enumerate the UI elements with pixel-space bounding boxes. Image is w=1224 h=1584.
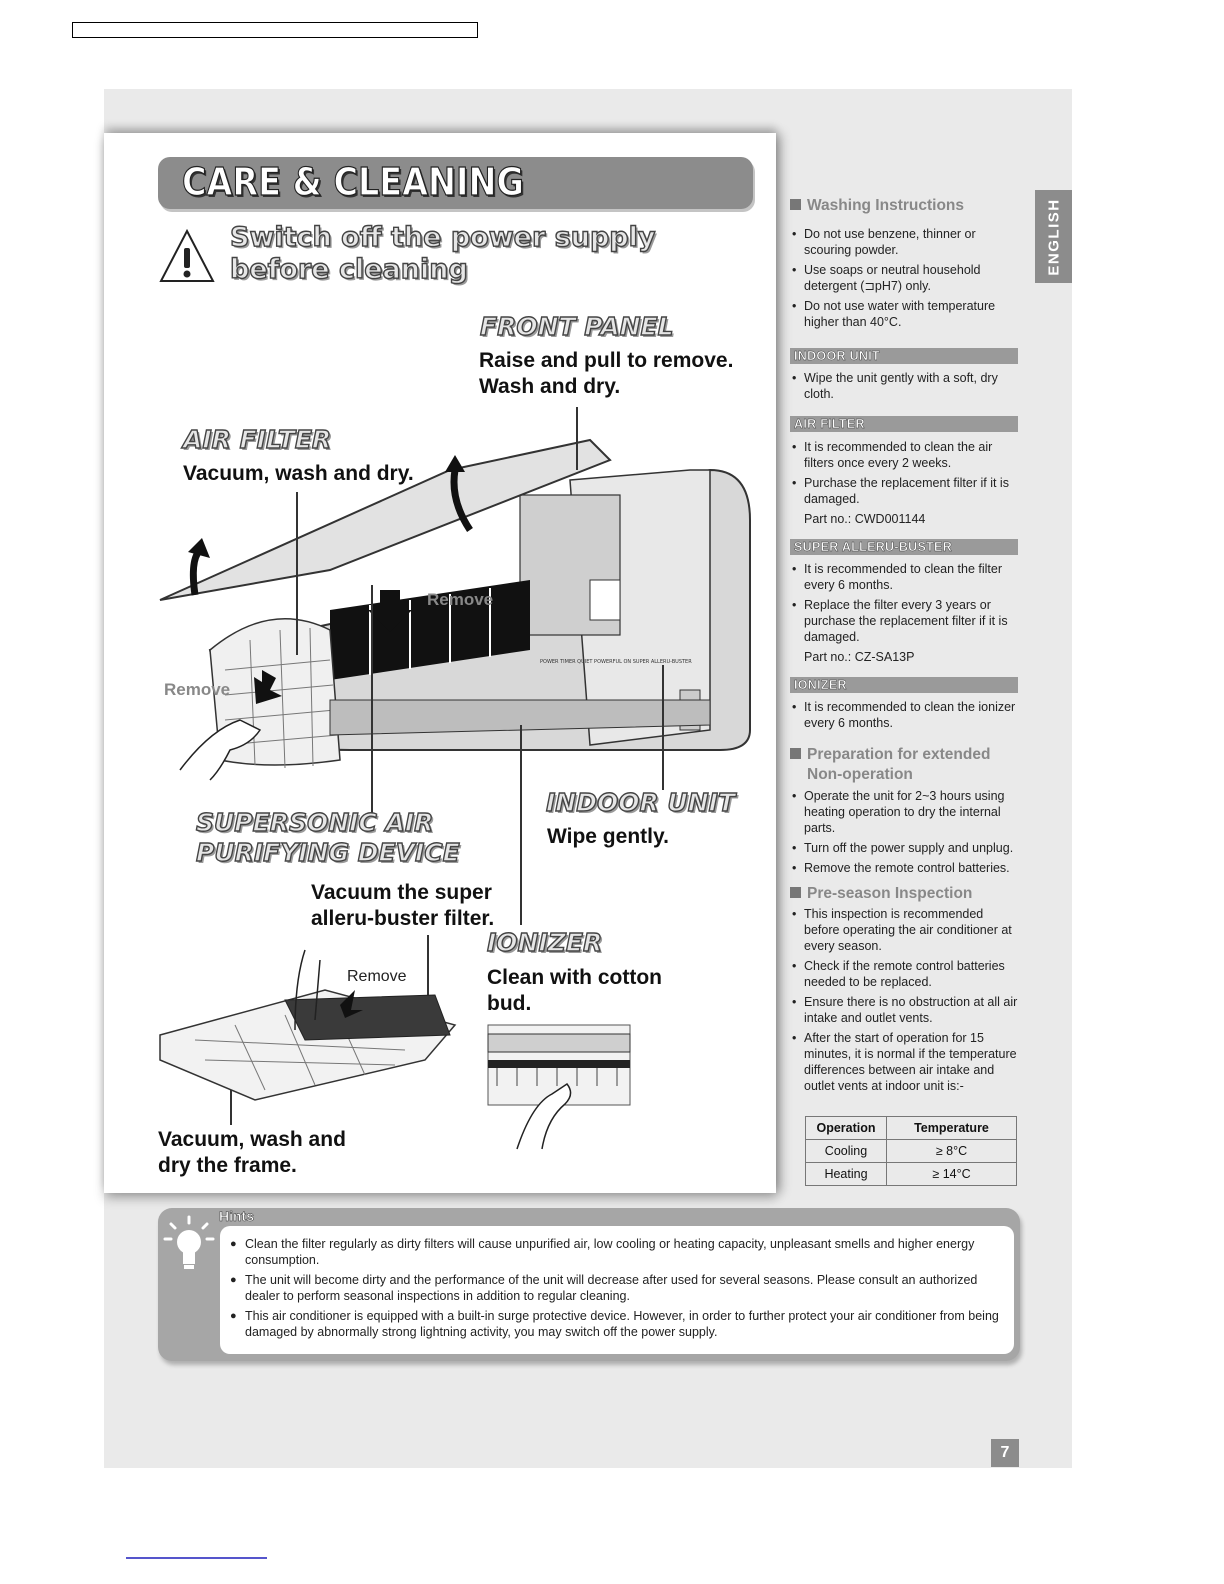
list-item: ● This air conditioner is equipped with a built-in surge protective device. However, in order to further protect your air conditioner from being damaged by abnormally strong lightning activity, you may switch off the power supply. (230, 1308, 1000, 1340)
supersonic-heading-2: PURIFYING DEVICE (196, 838, 460, 867)
ionizer-list (790, 699, 1020, 735)
table-row (806, 1140, 1017, 1163)
supersonic-text-2: alleru-buster filter. (311, 907, 495, 930)
control-panel-labels: POWER TIMER QUIET POWERFUL ON SUPER ALLERU-BUSTER (540, 659, 692, 665)
table-cell: Heating (806, 1163, 887, 1186)
section-square-icon (790, 199, 801, 210)
front-panel-heading: FRONT PANEL (480, 312, 674, 341)
page-number: 7 (991, 1439, 1019, 1467)
list-item: • This inspection is recommended before operating the air conditioner at every season. (790, 906, 1022, 954)
list-item: ● The unit will become dirty and the performance of the unit will decrease after used for several seasons. Please consult an authorized dealer to perform seasonal inspections in addition to regular cleaning. (230, 1272, 1000, 1304)
air-filter-heading: AIR FILTER (183, 425, 332, 454)
ionizer-text-1: Clean with cotton (487, 966, 662, 989)
front-panel-text-2: Wash and dry. (479, 375, 621, 398)
list-item: • Operate the unit for 2~3 hours using heating operation to dry the internal parts. (790, 788, 1026, 836)
hints-title: Hints (219, 1208, 254, 1224)
list-item: • Purchase the replacement filter if it is damaged. (790, 475, 1020, 507)
list-item: • It is recommended to clean the air filters once every 2 weeks. (790, 439, 1020, 471)
air-filter-bar: AIR FILTER (790, 416, 1018, 432)
list-item: • Check if the remote control batteries needed to be replaced. (790, 958, 1022, 990)
table-header: Operation (806, 1117, 887, 1140)
warning-line-2: before cleaning (230, 254, 468, 285)
hints-list (230, 1236, 1000, 1344)
list-item: • Ensure there is no obstruction at all air intake and outlet vents. (790, 994, 1022, 1026)
list-item: • Use soaps or neutral household detergent (⊐pH7) only. (790, 262, 1020, 294)
preparation-heading: Preparation for extended (790, 746, 990, 764)
list-item: • Do not use water with temperature higher than 40°C. (790, 298, 1020, 330)
supersonic-heading-1: SUPERSONIC AIR (196, 808, 434, 837)
washing-heading: Washing Instructions (790, 197, 964, 215)
list-item: • It is recommended to clean the ionizer every 6 months. (790, 699, 1020, 731)
table-cell: ≥ 8°C (887, 1140, 1017, 1163)
front-panel-text-1: Raise and pull to remove. (479, 349, 734, 372)
ionizer-cleaning-illustration (487, 1024, 632, 1152)
table-row (806, 1163, 1017, 1186)
table-cell: ≥ 14°C (887, 1163, 1017, 1186)
list-item: • Remove the remote control batteries. (790, 860, 1026, 876)
filter-frame-illustration (155, 940, 460, 1110)
frame-text-1: Vacuum, wash and (158, 1128, 346, 1151)
frame-text-2: dry the frame. (158, 1154, 297, 1177)
list-item: ● Clean the filter regularly as dirty filters will cause unpurified air, low cooling or heating capacity, unpleasant smells and higher energy consumption. (230, 1236, 1000, 1268)
washing-list (790, 226, 1020, 334)
super-alleru-bar: SUPER ALLERU-BUSTER (790, 539, 1018, 555)
indoor-unit-list (790, 370, 1020, 406)
lightbulb-icon (163, 1214, 215, 1272)
remove-label-frame: Remove (347, 968, 407, 985)
super-alleru-list (790, 561, 1020, 665)
table-cell: Cooling (806, 1140, 887, 1163)
section-square-icon (790, 748, 801, 759)
preparation-list (790, 788, 1026, 880)
super-alleru-part-no: Part no.: CZ-SA13P (804, 650, 915, 664)
list-item: • Do not use benzene, thinner or scouring powder. (790, 226, 1020, 258)
section-square-icon (790, 887, 801, 898)
ionizer-bar: IONIZER (790, 677, 1018, 693)
table-header: Temperature (887, 1117, 1017, 1140)
page-title: CARE & CLEANING (182, 160, 524, 204)
indoor-unit-heading: INDOOR UNIT (546, 788, 736, 817)
list-item: • After the start of operation for 15 minutes, it is normal if the temperature differences between air intake and outlet vents at indoor unit is:- (790, 1030, 1022, 1094)
air-filter-list (790, 439, 1020, 527)
supersonic-text-1: Vacuum the super (311, 881, 492, 904)
indoor-unit-bar: INDOOR UNIT (790, 348, 1018, 364)
air-filter-part-no: Part no.: CWD001144 (804, 512, 926, 526)
ionizer-heading: IONIZER (487, 928, 603, 957)
warning-line-1: Switch off the power supply (230, 222, 656, 253)
list-item: • It is recommended to clean the filter every 6 months. (790, 561, 1020, 593)
warning-icon (158, 228, 216, 284)
language-tab: ENGLISH (1035, 190, 1072, 283)
list-item: • Replace the filter every 3 years or purchase the replacement filter if it is damaged. (790, 597, 1020, 645)
remove-label-front: Remove (427, 590, 494, 609)
list-item: • Wipe the unit gently with a soft, dry cloth. (790, 370, 1020, 402)
preparation-heading-2: Non-operation (807, 766, 913, 783)
preseason-list (790, 906, 1022, 1098)
preseason-heading: Pre-season Inspection (790, 885, 972, 903)
bottom-link-underline[interactable] (126, 1557, 267, 1559)
remove-label-filter: Remove (164, 680, 231, 699)
list-item: • Turn off the power supply and unplug. (790, 840, 1026, 856)
temperature-table (805, 1116, 1017, 1186)
ionizer-text-2: bud. (487, 992, 532, 1015)
header-box (72, 22, 478, 38)
indoor-unit-text: Wipe gently. (547, 825, 669, 848)
air-filter-text: Vacuum, wash and dry. (183, 462, 414, 485)
